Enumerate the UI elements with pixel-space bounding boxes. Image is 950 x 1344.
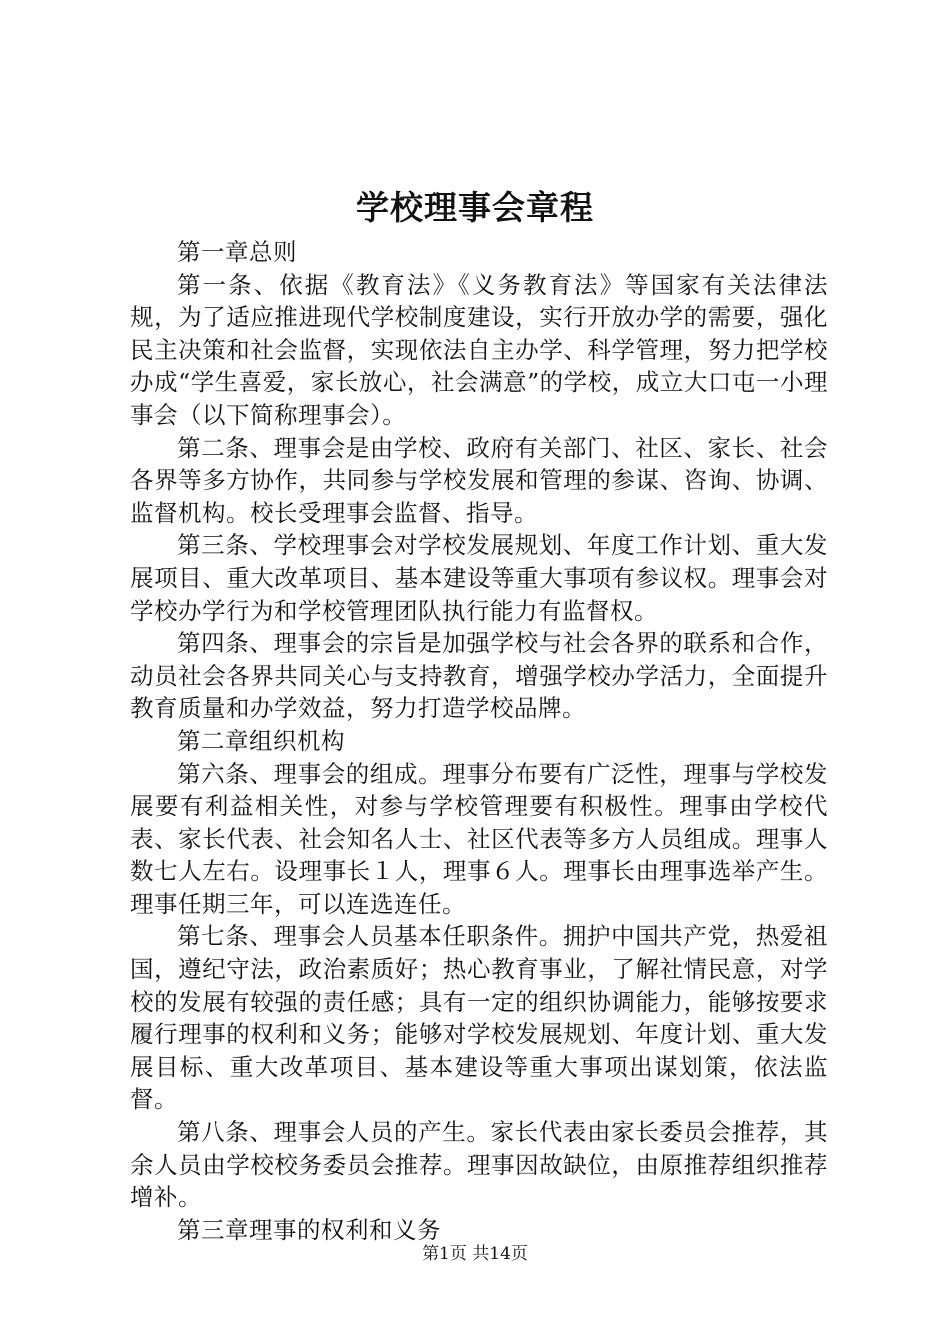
chapter-heading: 第三章理事的权利和义务 <box>177 1215 441 1244</box>
article-paragraph: 第二条、理事会是由学校、政府有关部门、社区、家长、社会各界等多方协作，共同参与学校发展和管理的参谋、咨询、协调、监督机构。校长受理事会监督、指导。 <box>130 433 828 527</box>
article-paragraph: 第四条、理事会的宗旨是加强学校与社会各界的联系和合作，动员社会各界共同关心与支持教育，增强学校办学活力，全面提升教育质量和办学效益，努力打造学校品牌。 <box>130 629 828 723</box>
document-body <box>130 236 828 1246</box>
article-paragraph: 第三条、学校理事会对学校发展规划、年度工作计划、重大发展项目、重大改革项目、基本建设等重大事项有参议权。理事会对学校办学行为和学校管理团队执行能力有监督权。 <box>130 531 828 625</box>
article-paragraph: 第六条、理事会的组成。理事分布要有广泛性，理事与学校发展要有利益相关性，对参与学校管理要有积极性。理事由学校代表、家长代表、社会知名人士、社区代表等多方人员组成。理事人数七人左右。设理事长１人，理事６人。理事长由理事选举产生。理事任期三年，可以连选连任。 <box>130 759 828 918</box>
chapter-heading: 第二章组织机构 <box>177 726 345 755</box>
page-footer: 第1页 共14页 <box>422 1244 528 1264</box>
article-paragraph: 第八条、理事会人员的产生。家长代表由家长委员会推荐，其余人员由学校校务委员会推荐。理事因故缺位，由原推荐组织推荐增补。 <box>130 1118 828 1212</box>
document-title: 学校理事会章程 <box>356 188 594 227</box>
article-paragraph: 第七条、理事会人员基本任职条件。拥护中国共产党，热爱祖国，遵纪守法，政治素质好；热心教育事业，了解社情民意，对学校的发展有较强的责任感；具有一定的组织协调能力，能够按要求履行理事的权利和义务；能够对学校发展规划、年度计划、重大发展目标、重大改革项目、基本建设等重大事项出谋划策，依法监督。 <box>130 922 828 1114</box>
chapter-heading: 第一章总则 <box>177 238 297 266</box>
article-paragraph: 第一条、依据《教育法》《义务教育法》等国家有关法律法规，为了适应推进现代学校制度建设，实行开放办学的需要，强化民主决策和社会监督，实现依法自主办学、科学管理，努力把学校办成“学生喜爱，家长放心，社会满意”的学校，成立大口屯一小理事会（以下简称理事会）。 <box>130 270 828 429</box>
